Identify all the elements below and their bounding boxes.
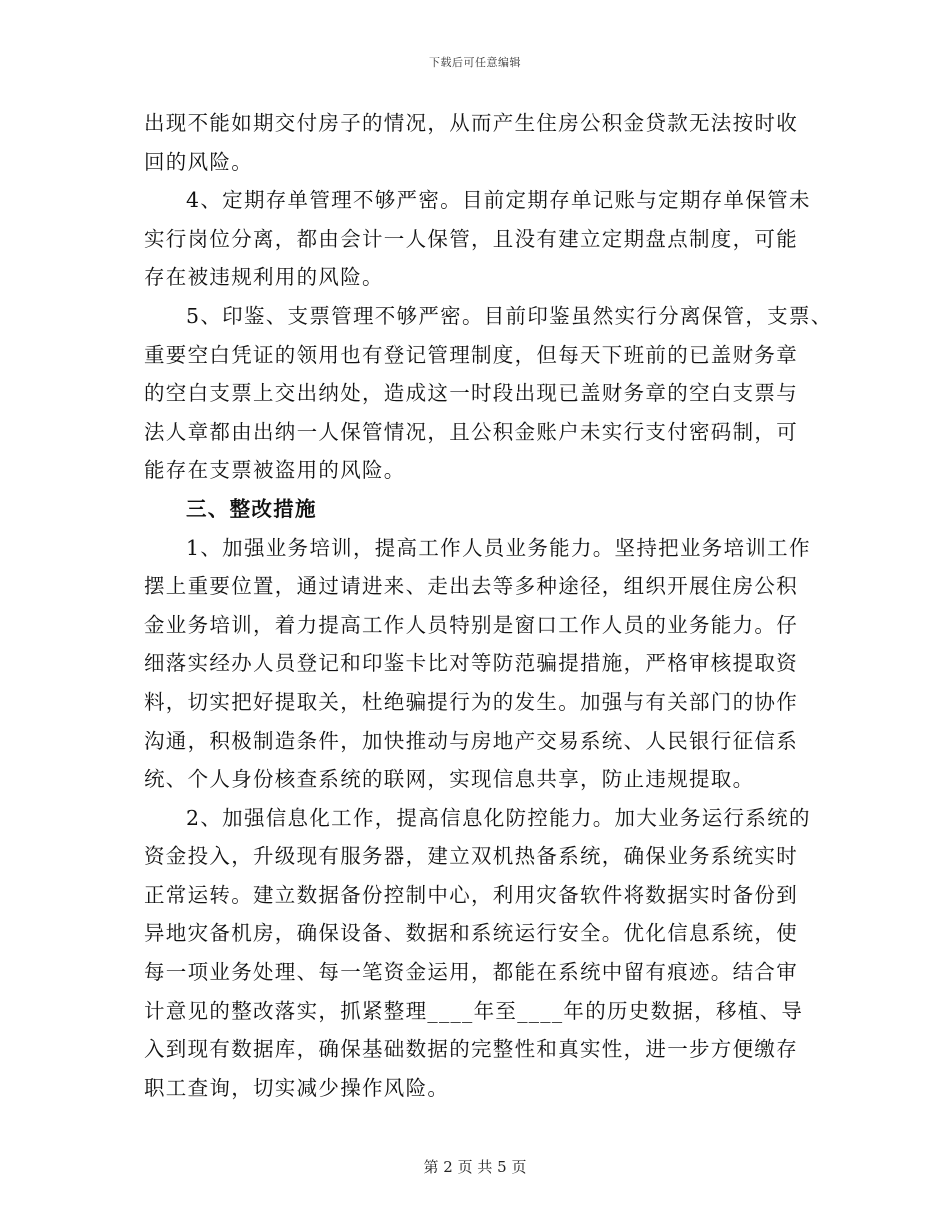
body-line: 入到现有数据库，确保基础数据的完整性和真实性，进一步方便缴存: [144, 1037, 798, 1062]
body-line: 资金投入，升级现有服务器，建立双机热备系统，确保业务系统实时: [144, 844, 798, 869]
body-line: 料，切实把好提取关，杜绝骗提行为的发生。加强与有关部门的协作: [144, 689, 798, 714]
body-line: 存在被违规利用的风险。: [144, 265, 384, 290]
body-line: 沟通，积极制造条件，加快推动与房地产交易系统、人民银行征信系: [144, 728, 798, 753]
body-line: 重要空白凭证的领用也有登记管理制度，但每天下班前的已盖财务章: [144, 342, 798, 367]
body-line: 异地灾备机房，确保设备、数据和系统运行安全。优化信息系统，使: [144, 921, 798, 946]
body-line: 统、个人身份核查系统的联网，实现信息共享，防止违规提取。: [144, 767, 755, 792]
body-line: 职工查询，切实减少操作风险。: [144, 1075, 450, 1100]
page-header-note: 下载后可任意编辑: [429, 56, 521, 69]
body-line: 实行岗位分离，都由会计一人保管，且没有建立定期盘点制度，可能: [144, 226, 798, 251]
paragraph-start-line: 5、印鉴、支票管理不够严密。目前印鉴虽然实行分离保管，支票、: [186, 303, 833, 328]
body-line: 出现不能如期交付房子的情况，从而产生住房公积金贷款无法按时收: [144, 111, 798, 135]
body-line: 摆上重要位置，通过请进来、走出去等多种途径，组织开展住房公积: [144, 574, 798, 599]
body-line: 的空白支票上交出纳处，造成这一时段出现已盖财务章的空白支票与: [144, 381, 798, 406]
body-line: 金业务培训，着力提高工作人员特别是窗口工作人员的业务能力。仔: [144, 612, 798, 637]
body-line: 法人章都由出纳一人保管情况，且公积金账户未实行支付密码制，可: [144, 419, 798, 444]
paragraph-start-line: 4、定期存单管理不够严密。目前定期存单记账与定期存单保管未: [186, 188, 811, 213]
paragraph-start-line: 1、加强业务培训，提高工作人员业务能力。坚持把业务培训工作: [186, 535, 811, 560]
body-line: 细落实经办人员登记和印鉴卡比对等防范骗提措施，严格审核提取资: [144, 651, 798, 676]
body-line: 计意见的整改落实，抓紧整理____年至____年的历史数据，移植、导: [144, 998, 804, 1023]
document-body: [144, 104, 833, 1107]
section-heading: 三、整改措施: [186, 496, 317, 521]
paragraph-start-line: 2、加强信息化工作，提高信息化防控能力。加大业务运行系统的: [186, 805, 811, 830]
page-number-footer: 第 2 页 共 5 页: [423, 1158, 527, 1176]
body-line: 回的风险。: [144, 149, 253, 174]
body-line: 能存在支票被盗用的风险。: [144, 458, 406, 483]
body-line: 每一项业务处理、每一笔资金运用，都能在系统中留有痕迹。结合审: [144, 960, 798, 985]
body-line: 正常运转。建立数据备份控制中心，利用灾备软件将数据实时备份到: [144, 882, 798, 907]
